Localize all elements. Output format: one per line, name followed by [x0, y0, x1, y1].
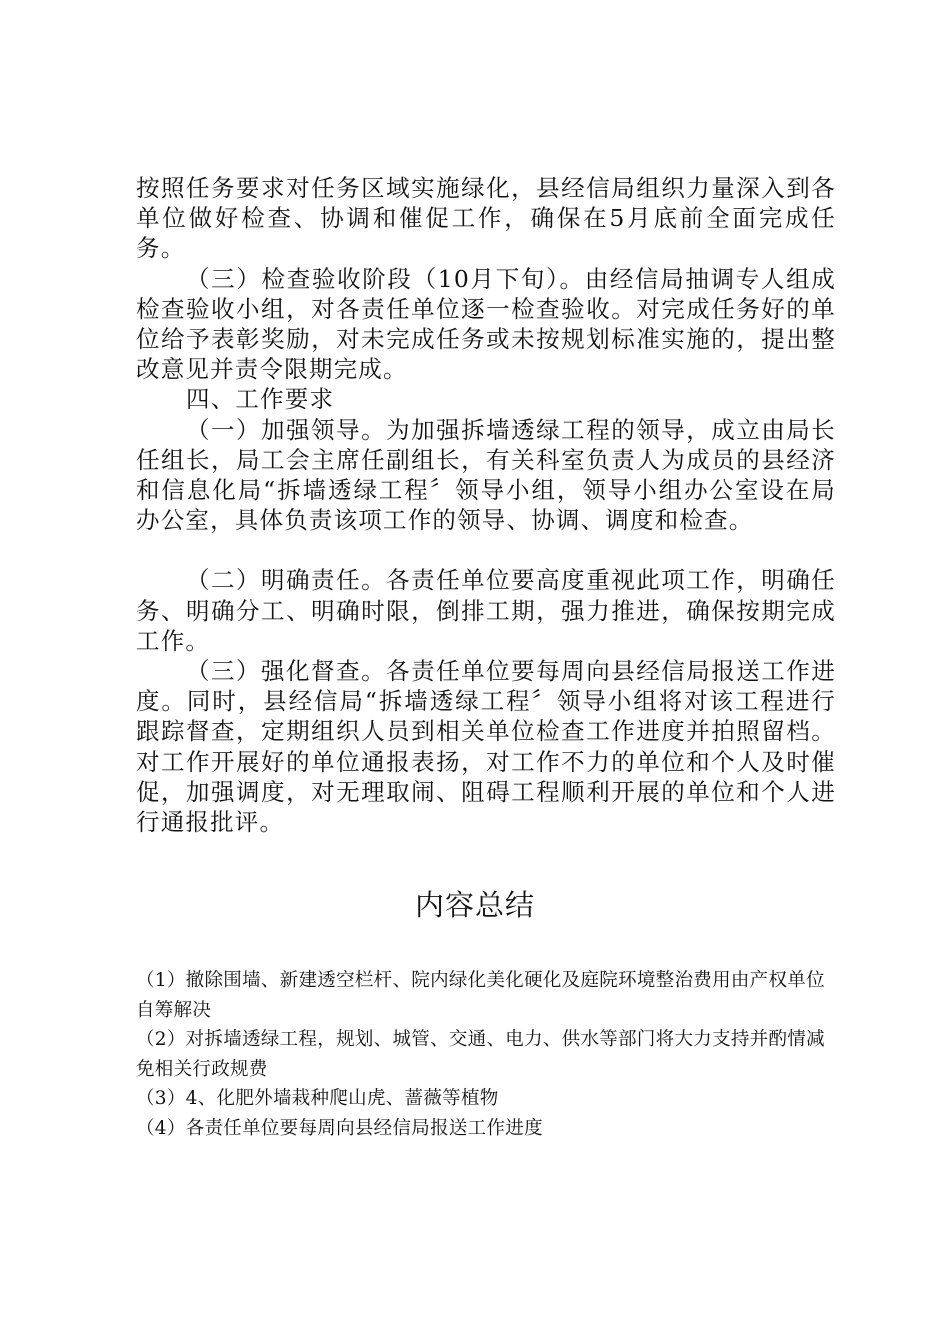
paragraph-task-execution: 按照任务要求对任务区域实施绿化，县经信局组织力量深入到各单位做好检查、协调和催促工作，确保在5月底前全面完成任务。 [136, 174, 836, 263]
paragraph-responsibility: （二）明确责任。各责任单位要高度重视此项工作，明确任务、明确分工、明确时限，倒排工期，强力推进，确保按期完成工作。 [136, 566, 836, 655]
summary-item: （3）4、化肥外墙栽种爬山虎、蔷薇等植物 [136, 1088, 499, 1109]
summary-title: 内容总结 [414, 888, 535, 922]
summary-item: （1）撤除围墙、新建透空栏杆、院内绿化美化硬化及庭院环境整治费用由产权单位自筹解决 [136, 970, 825, 1021]
paragraph-leadership: （一）加强领导。为加强拆墙透绿工程的领导，成立由局长任组长，局工会主席任副组长，有关科室负责人为成员的县经济和信息化局“拆墙透绿工程〞领导小组，领导小组办公室设在局办公室，具体负责该项工作的领导、协调、调度和检查。 [136, 415, 836, 535]
summary-item: （4）各责任单位要每周向县经信局报送工作进度 [136, 1117, 543, 1139]
document-body [136, 173, 836, 837]
section-heading-work-requirements: 四、工作要求 [186, 385, 335, 414]
paragraph-supervision: （三）强化督查。各责任单位要每周向县经信局报送工作进度。同时，县经信局“拆墙透绿工程〞领导小组将对该工程进行跟踪督查，定期组织人员到相关单位检查工作进度并拍照留档。对工作开展好的单位通报表扬，对工作不力的单位和个人及时催促，加强调度，对无理取闹、阻碍工程顺利开展的单位和个人进行通报批评。 [136, 657, 836, 837]
summary-list [136, 966, 826, 1143]
paragraph-inspection-stage: （三）检查验收阶段（10月下旬）。由经信局抽调专人组成检查验收小组，对各责任单位逐一检查验收。对完成任务好的单位给予表彰奖励，对未完成任务或未按规划标准实施的，提出整改意见并责令限期完成。 [136, 264, 836, 384]
summary-item: （2）对拆墙透绿工程，规划、城管、交通、电力、供水等部门将大力支持并酌情减免相关行政规费 [136, 1029, 825, 1080]
